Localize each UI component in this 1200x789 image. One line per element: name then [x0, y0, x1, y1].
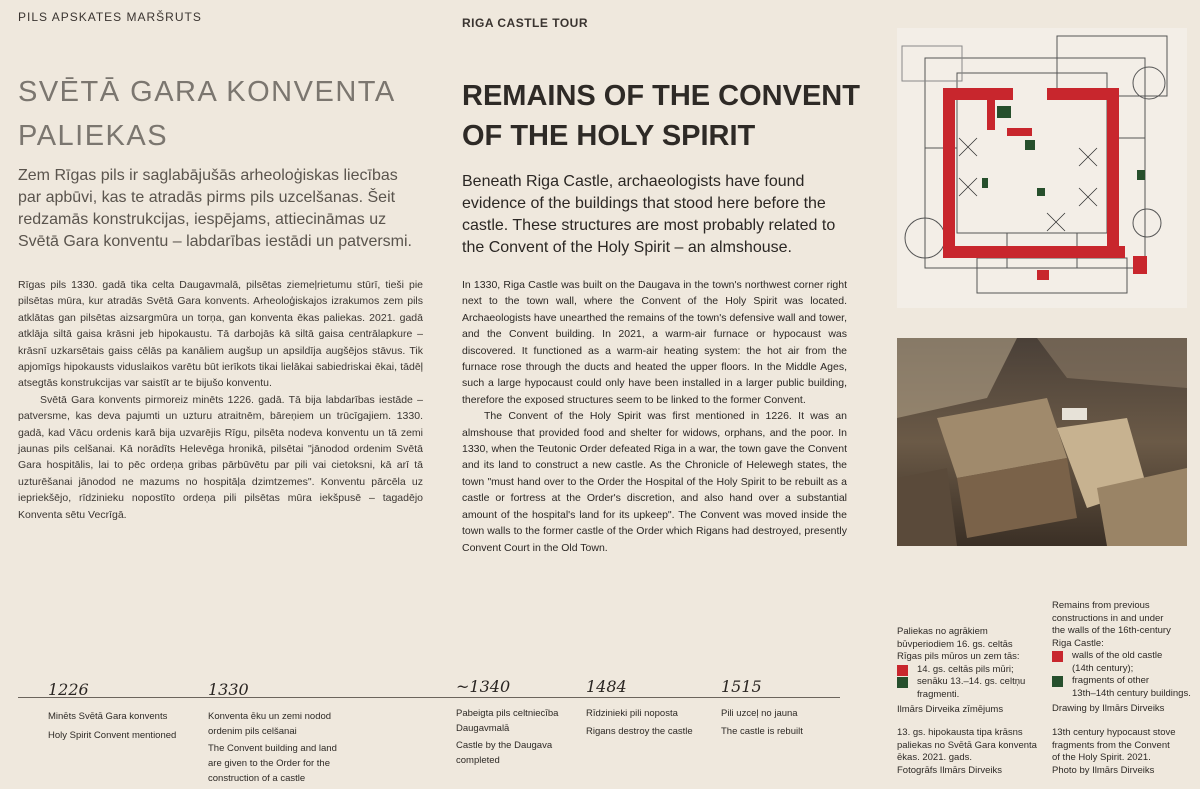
timeline-year-1340: ~1340 [456, 677, 511, 696]
lv-lead: Zem Rīgas pils ir saglabājušās arheoloģiskas liecības par apbūvi, kas te atradās pirms pils uzcelšanas. Šeit redzamās konstrukcijas, iespējams, attiecināmas uz Svētā Gara konventu – labdarības iestādi un patversmi. [18, 167, 412, 250]
timeline-1340-lv: Pabeigta pils celtniecība Daugavmalā [456, 708, 559, 734]
lv-title-line2: PALIEKAS [18, 120, 169, 152]
legend-en-credit: Drawing by Ilmārs Dirveiks [1052, 703, 1165, 714]
en-body [462, 277, 847, 556]
legend-en-red-1: walls of the old castle [1072, 650, 1163, 661]
legend-lv-green-1: senāku 13.–14. gs. celtņu [917, 676, 1026, 687]
timeline-1330-lv: Konventa ēku un zemi nodod ordenim pils celšanai [208, 711, 332, 737]
timeline-1515-en: The castle is rebuilt [721, 726, 803, 737]
legend-en-intro-2: constructions in and under [1052, 612, 1164, 624]
en-lead: Beneath Riga Castle, archaeologists have found evidence of the buildings that stood here before the castle. These structures are most probably related to the Convent of the Holy Spirit – an almshouse. [462, 173, 836, 256]
en-kicker: RIGA CASTLE TOUR [462, 16, 589, 30]
timeline-1226-lv: Minēts Svētā Gara konvents [48, 711, 168, 722]
photo-caption-lv [897, 727, 1047, 777]
en-title-line2: OF THE HOLY SPIRIT [462, 120, 756, 152]
timeline-1226-en: Holy Spirit Convent mentioned [48, 730, 177, 741]
legend-lv-intro-2: būvperiodiem 16. gs. celtās [897, 638, 1013, 650]
legend-en-green-1: fragments of other [1072, 675, 1150, 686]
timeline-1484-en: Rigans destroy the castle [586, 726, 693, 737]
timeline-1330-en: The Convent building and land are given to the Order for the construction of a castle [208, 743, 337, 784]
lv-paragraph-1: Rīgas pils 1330. gadā tika celta Daugavmalā, pilsētas ziemeļrietumu stūrī, tieši pie pilsētas mūra, kur atradās Svētā Gara konvents. Arheoloģiskajos izrakumos zem pils atklātas gan pilsētas aizsargmūra un torņa, gan konventa ēkas paliekas. 2021. gadā atklāja siltā gaisa krāsni jeb hipokaustu. Tā darbojās kā siltā gaisa centrālapkure – krāsnī uzkarsētais gaiss cēlās pa kanāliem augšup un apsildīja augšējos stāvus. Tik apjomīgs hipokausts viduslaikos varētu būt ierīkots tikai lielākai sabiedriskai ēkai, tādēļ atsegtās konstrukcijas var saistīt ar te bijušo konventu. [18, 279, 423, 390]
caption-en-1: 13th century hypocaust stove [1052, 727, 1176, 738]
castle-plan-drawing [897, 28, 1187, 308]
timeline-year-1484: 1484 [586, 677, 627, 696]
legend-lv-red: 14. gs. celtās pils mūri; [917, 663, 1014, 675]
en-title [462, 76, 862, 156]
en-paragraph-1: In 1330, Riga Castle was built on the Daugava in the town's northwest corner right next to the town wall, where the Convent of the Holy Spirit was located. Archaeologists have unearthed the remains of the town's defensive wall and tower, and the Convent building. In 2021, a warm-air furnace or hypocaust was discovered. It functioned as a warm-air heating system: the hot air from the furnace rose through the ducts and heated the upper floors. In the Middle Ages, such a large hypocaust could only have been installed in a larger public building, therefore the exposed structures seem to be linked to the former Convent. [462, 279, 847, 406]
legend-lv [897, 626, 1047, 717]
legend-en-green-2: 13th–14th century buildings. [1072, 687, 1191, 699]
legend-green-swatch-lv [897, 677, 908, 688]
en-paragraph-2: The Convent of the Holy Spirit was first mentioned in 1226. It was an almshouse that provided food and shelter for widows, orphans, and the poor. In 1330, when the Teutonic Order defeated Riga in a war, the town gave the Convent and its land to construct a new castle. As the Chronicle of Helewegh states, the town "must hand over to the Order the Hospital of the Holy Spirit to be rebuilt as a castle or fortress at the Order's discretion, and also hand over a substantial amount of the hospital's land for its upkeep". The Convent was moved inside the town walls to the former castle of the Order which Rigans had destroyed, presently Convent Court in the Old Town. [462, 410, 847, 554]
lv-body [18, 277, 423, 523]
lv-title [18, 70, 438, 158]
caption-lv-1: 13. gs. hipokausta tipa krāsns [897, 727, 1023, 738]
lv-kicker: PILS APSKATES MARŠRUTS [18, 10, 202, 24]
legend-lv-green-2: fragmenti. [917, 688, 960, 700]
timeline-axis [18, 697, 840, 698]
timeline-year-1330: 1330 [208, 680, 249, 699]
timeline-1515-lv: Pili uzceļ no jauna [721, 708, 798, 719]
timeline-year-1515: 1515 [721, 677, 762, 696]
photo-caption-en [1052, 727, 1197, 777]
caption-lv-4: Fotogrāfs Ilmārs Dirveiks [897, 764, 1003, 776]
caption-en-2: fragments from the Convent [1052, 739, 1170, 751]
timeline-year-1226: 1226 [48, 680, 89, 699]
caption-en-4: Photo by Ilmārs Dirveiks [1052, 764, 1155, 776]
legend-en-intro-1: Remains from previous [1052, 600, 1150, 611]
legend-en [1052, 600, 1197, 716]
legend-green-swatch-en [1052, 676, 1063, 687]
legend-red-swatch-en [1052, 651, 1063, 662]
caption-lv-2: paliekas no Svētā Gara konventa [897, 739, 1037, 751]
legend-red-swatch-lv [897, 665, 908, 676]
caption-en-3: of the Holy Spirit. 2021. [1052, 752, 1151, 763]
legend-lv-intro-1: Paliekas no agrākiem [897, 626, 988, 637]
en-title-line1: REMAINS OF THE CONVENT [462, 80, 860, 112]
legend-en-intro-3: the walls of the 16th-century [1052, 625, 1171, 636]
legend-lv-intro-3: Rīgas pils mūros un zem tās: [897, 651, 1020, 662]
hypocaust-photo [897, 338, 1187, 546]
legend-en-intro-4: Riga Castle: [1052, 637, 1104, 649]
legend-lv-credit: Ilmārs Dirveika zīmējums [897, 704, 1004, 715]
timeline-1484-lv: Rīdzinieki pili noposta [586, 708, 678, 719]
lv-paragraph-2: Svētā Gara konvents pirmoreiz minēts 1226. gadā. Tā bija labdarības iestāde – patversme, kas deva pajumti un uzturu atraitnēm, bāreņiem un trūcīgajiem. 1330. gadā, kad Vācu ordenis karā bija uzvarējis Rīgu, pilsēta nodeva konventu un tā zemi jaunas pils celšanai. Kā norādīts Helevēga hronikā, pilsētai "jānodod ordenim Svētā Gara hospitālis, lai to pēc ordeņa gribas pārbūvētu par pili vai cietoksni, kā arī tā uzturēšanai jānodod ne mazums no hospitāļa dzimtzemes". Konventu pārcēla uz iepriekšējo, rīdzinieku nopostīto ordeņa pili pilsētas mūra iekšpusē – tagadējo Konventa sētu Vecrīgā. [18, 393, 423, 521]
legend-en-red-2: (14th century); [1072, 662, 1134, 674]
timeline-1340-en: Castle by the Daugava completed [456, 740, 553, 766]
lv-title-line1: SVĒTĀ GARA KONVENTA [18, 76, 396, 108]
caption-lv-3: ēkas. 2021. gads. [897, 752, 972, 763]
